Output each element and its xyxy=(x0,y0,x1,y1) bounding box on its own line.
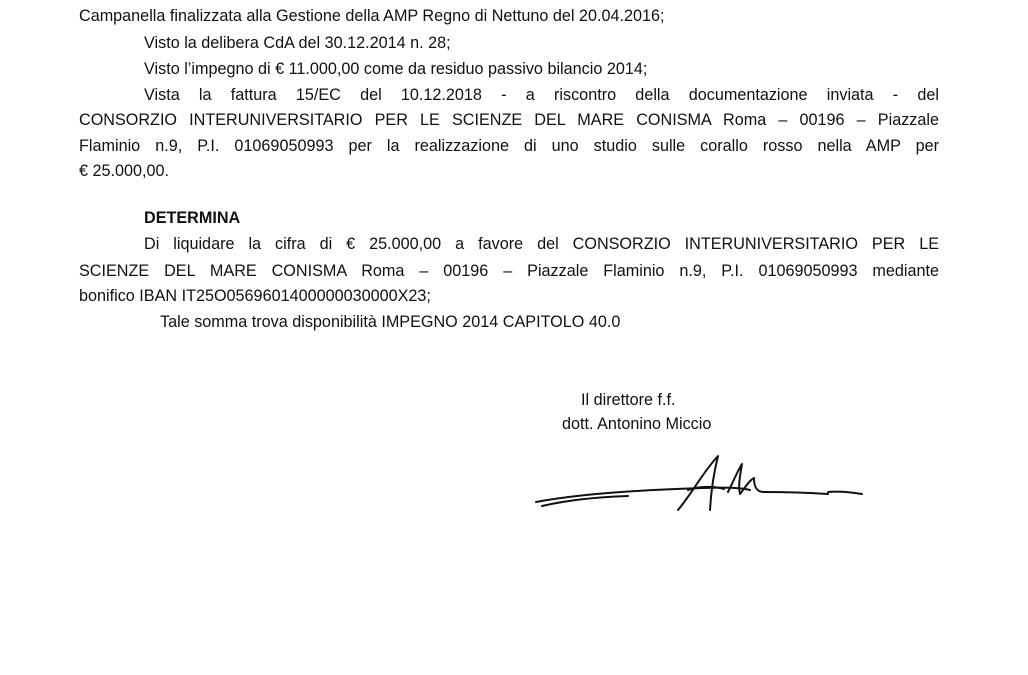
text-line: bonifico IBAN IT25O0569601400000030000X23; xyxy=(79,287,431,305)
text-line: Campanella finalizzata alla Gestione della AMP Regno di Nettuno del 20.04.2016; xyxy=(79,7,665,25)
text-line: CONSORZIO INTERUNIVERSITARIO PER LE SCIENZE DEL MARE CONISMA Roma – 00196 – Piazzale xyxy=(79,111,939,129)
signatory-role: Il direttore f.f. xyxy=(581,391,676,409)
handwritten-signature xyxy=(528,452,868,522)
text-line: Visto la delibera CdA del 30.12.2014 n. 28; xyxy=(144,34,451,52)
text-line: Tale somma trova disponibilità IMPEGNO 2014 CAPITOLO 40.0 xyxy=(160,313,621,331)
text-line: Visto l’impegno di € 11.000,00 come da residuo passivo bilancio 2014; xyxy=(144,60,648,78)
text-line: € 25.000,00. xyxy=(79,162,170,180)
text-line: SCIENZE DEL MARE CONISMA Roma – 00196 – Piazzale Flaminio n.9, P.I. 01069050993 mediante xyxy=(79,262,939,280)
text-line: Di liquidare la cifra di € 25.000,00 a favore del CONSORZIO INTERUNIVERSITARIO PER LE xyxy=(144,235,939,253)
text-line: Flaminio n.9, P.I. 01069050993 per la realizzazione di uno studio sulle corallo rosso nella AMP per xyxy=(79,137,939,155)
text-line: Vista la fattura 15/EC del 10.12.2018 - a riscontro della documentazione inviata - del xyxy=(144,86,939,104)
section-heading: DETERMINA xyxy=(144,209,241,227)
signatory-name: dott. Antonino Miccio xyxy=(562,415,712,433)
